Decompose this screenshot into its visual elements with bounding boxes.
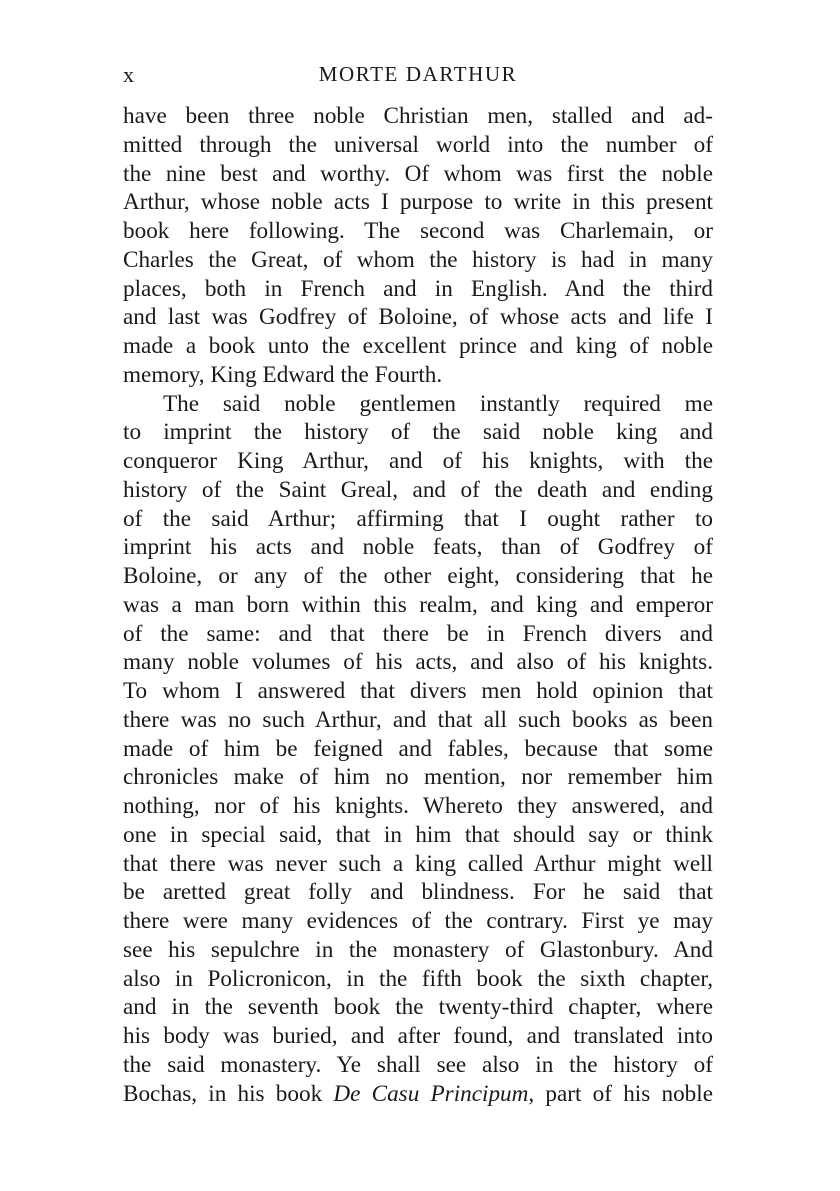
text-line: chronicles make of him no mention, nor remember him: [123, 764, 713, 791]
text-line: many noble volumes of his acts, and also of his knights.: [123, 649, 713, 676]
text-line: Arthur, whose noble acts I purpose to write in this present: [123, 189, 713, 216]
text-line: be aretted great folly and blindness. For he said that: [123, 879, 713, 906]
text-line: and last was Godfrey of Boloine, of whose acts and life I: [123, 304, 713, 331]
text-line: Boloine, or any of the other eight, considering that he: [123, 563, 713, 589]
book-title-italic: De Casu Principum: [333, 1080, 529, 1107]
text-line: mitted through the universal world into the number of: [123, 131, 713, 158]
text-line: his body was buried, and after found, and translated into: [123, 1023, 713, 1049]
text-line: there was no such Arthur, and that all such books as been: [123, 706, 713, 733]
text-line: nothing, nor of his knights. Whereto they answered, and: [123, 793, 713, 819]
text-line: that there was never such a king called Arthur might well: [123, 850, 713, 877]
text-line: one in special said, that in him that should say or think: [123, 821, 713, 848]
text-line: also in Policronicon, in the fifth book the sixth chapter,: [123, 965, 713, 992]
text-line: see his sepulchre in the monastery of Glastonbury. And: [123, 936, 713, 963]
text-line: made a book unto the excellent prince and king of noble: [123, 333, 713, 359]
text-line: places, both in French and in English. And the third: [123, 275, 713, 302]
text-line: and in the seventh book the twenty-third chapter, where: [123, 994, 713, 1021]
text-line: have been three noble Christian men, stalled and ad-: [123, 103, 713, 129]
text-line: the said monastery. Ye shall see also in the history of: [123, 1051, 713, 1078]
page: [123, 58, 713, 1108]
text-line: history of the Saint Greal, and of the death and ending: [123, 476, 713, 503]
text-line-final: [123, 1080, 713, 1109]
text-line: To whom I answered that divers men hold opinion that: [123, 678, 713, 704]
text-line: memory, King Edward the Fourth.: [123, 361, 443, 388]
running-head: [123, 58, 713, 98]
body-text: [123, 102, 713, 1108]
text-line: The said noble gentlemen instantly required me: [163, 390, 713, 417]
text-line: there were many evidences of the contrary. First ye may: [123, 908, 713, 934]
text-line: book here following. The second was Charlemain, or: [123, 218, 713, 244]
page-number: x: [123, 62, 134, 87]
running-title: MORTE DARTHUR: [318, 62, 518, 86]
text-line: made of him be feigned and fables, because that some: [123, 735, 713, 762]
text-line: was a man born within this realm, and king and emperor: [123, 591, 713, 618]
text-span: , part of his noble: [528, 1080, 713, 1107]
text-span: Bochas, in his book: [123, 1080, 334, 1107]
text-line: of the said Arthur; affirming that I ought rather to: [123, 505, 713, 532]
text-line: the nine best and worthy. Of whom was first the noble: [123, 160, 713, 187]
text-line: imprint his acts and noble feats, than of Godfrey of: [123, 534, 713, 561]
text-line: conqueror King Arthur, and of his knights, with the: [123, 448, 713, 474]
text-line: of the same: and that there be in French divers and: [123, 620, 713, 647]
text-line: Charles the Great, of whom the history is had in many: [123, 246, 713, 273]
text-line: to imprint the history of the said noble king and: [123, 419, 713, 446]
